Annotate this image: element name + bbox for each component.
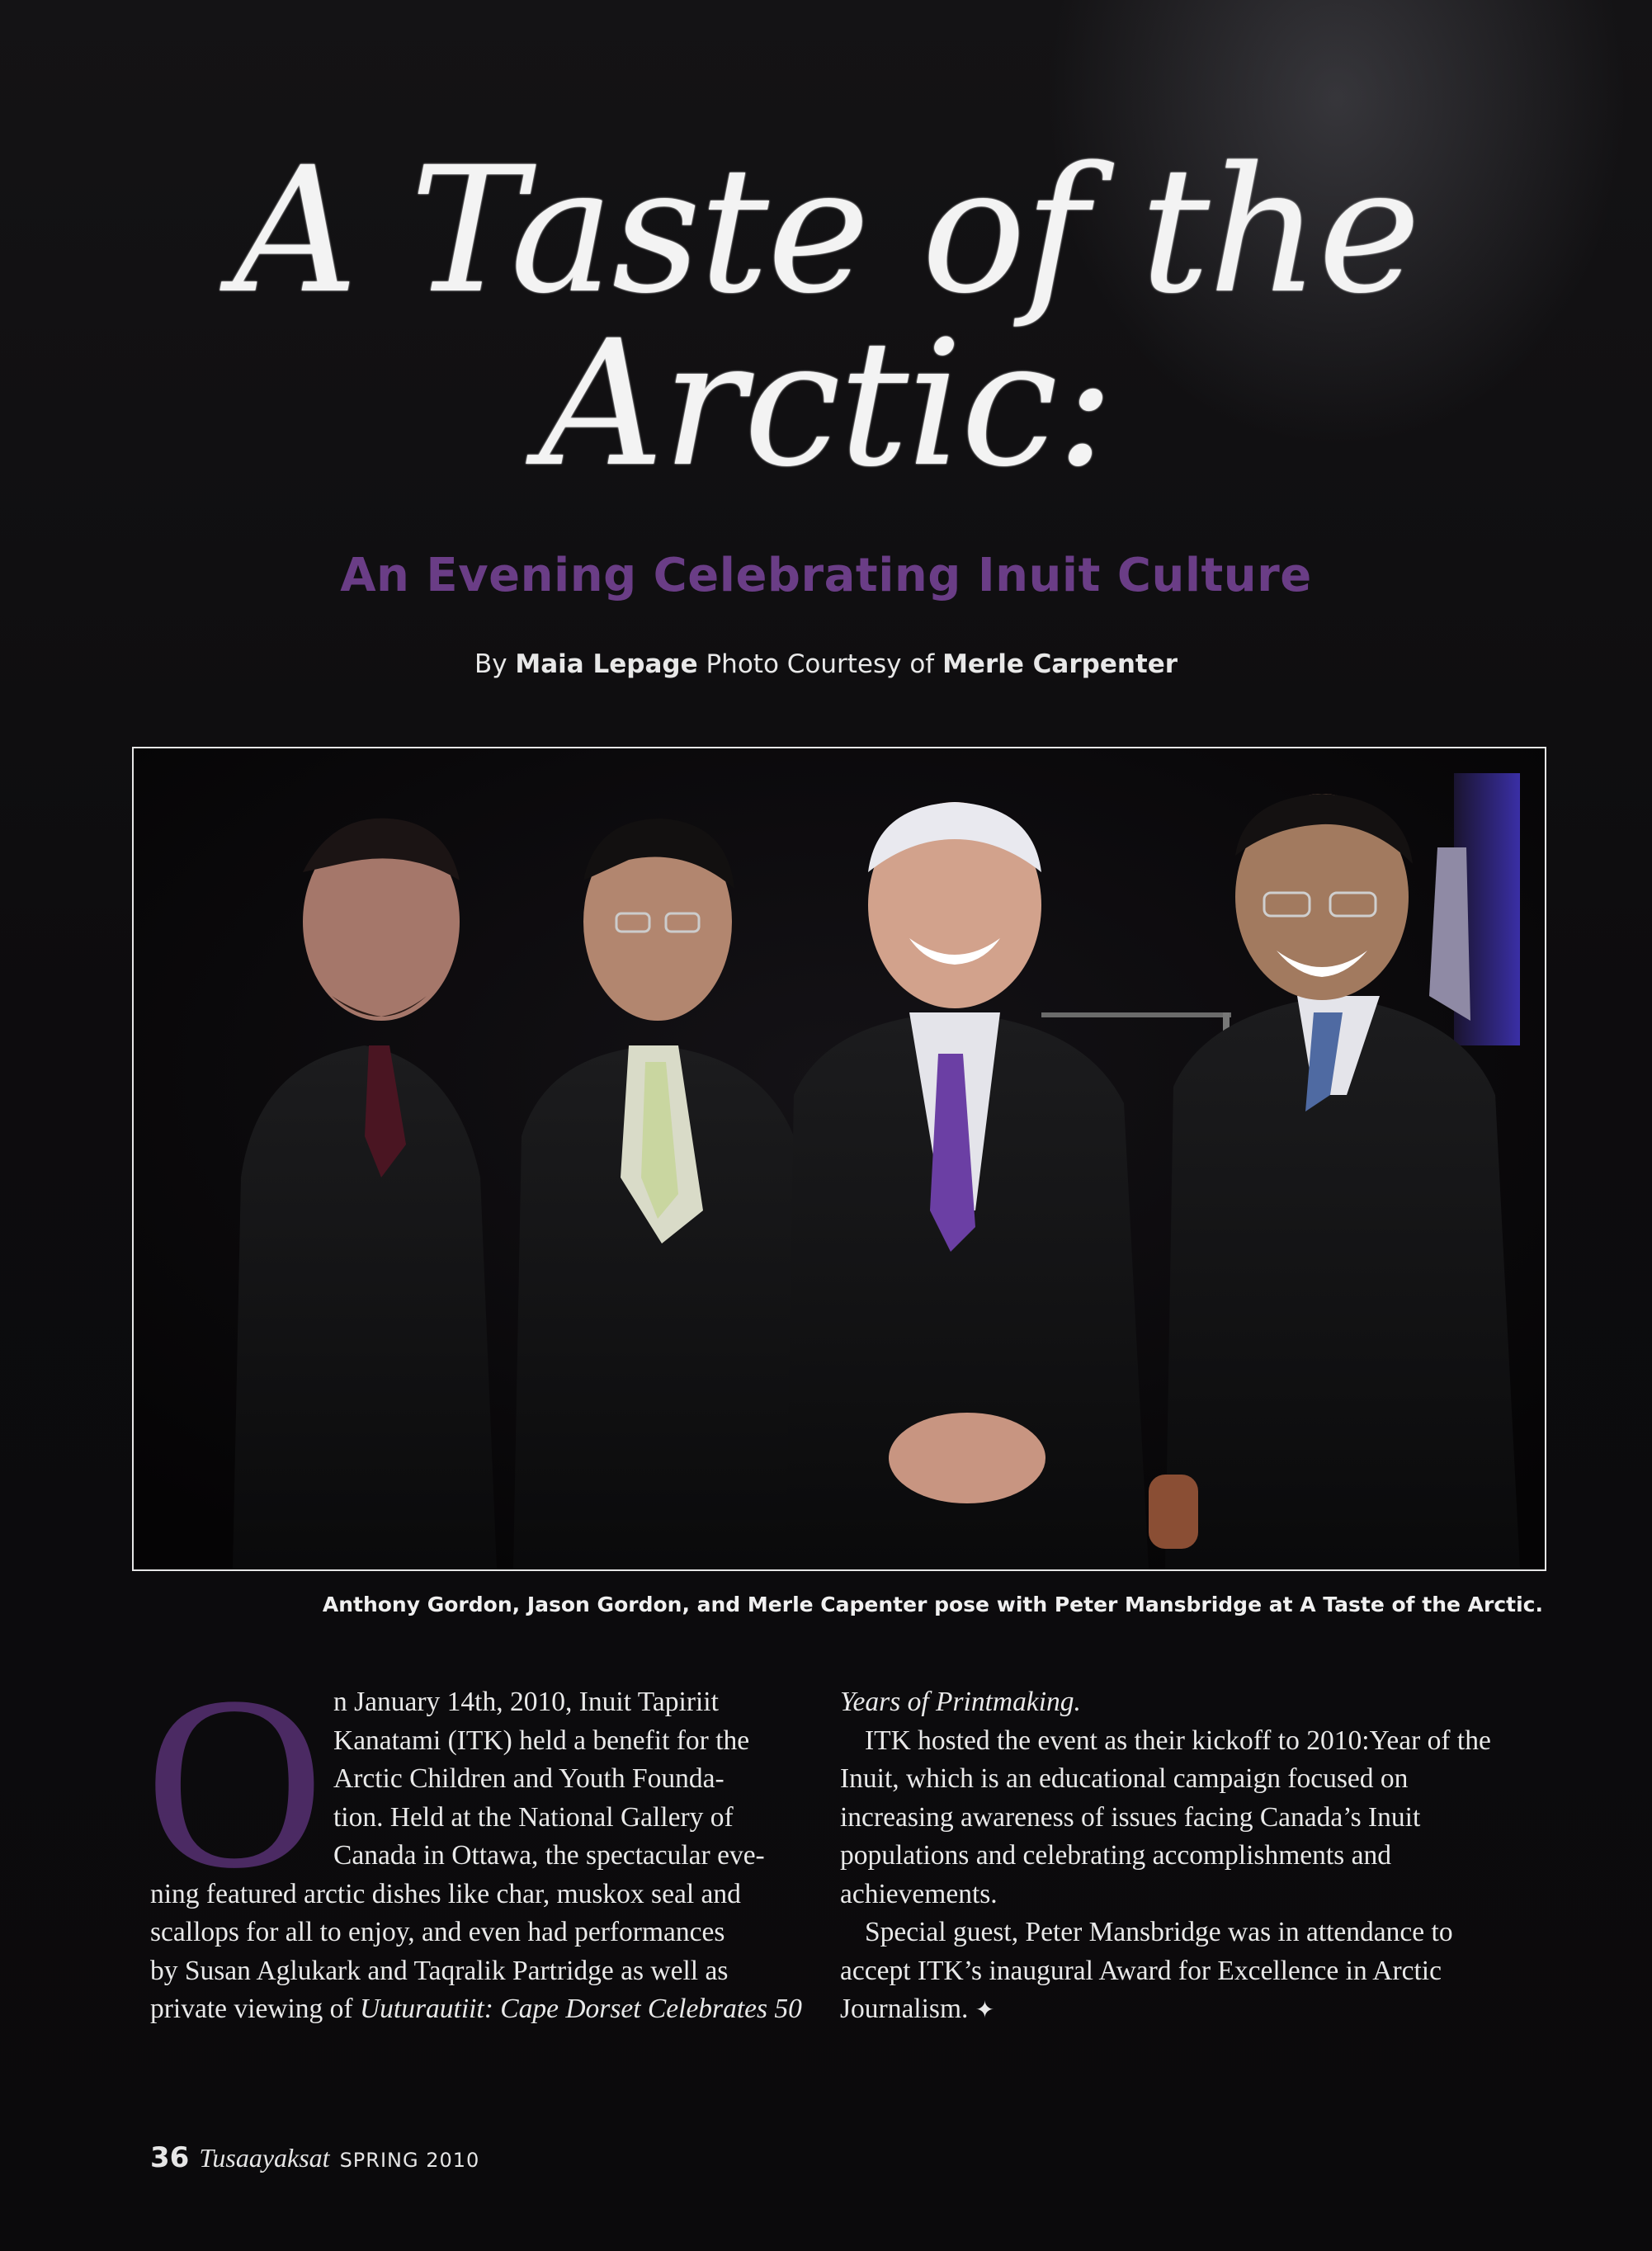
magazine-name: Tusaayaksat <box>199 2143 330 2173</box>
paragraph-special-guest-text: Special guest, Peter Mansbridge was in attendance to accept ITK’s inaugural Award for Excellence in Arctic Journalism. <box>840 1917 1453 2024</box>
left-line-6: ning featured arctic dishes like char, muskox seal and <box>150 1878 741 1909</box>
left-line-5: Canada in Ottawa, the spectacular eve- <box>333 1840 765 1871</box>
article-title-line-2: Arctic: <box>539 303 1113 505</box>
body-column-left <box>150 1683 802 2029</box>
byline-by: By <box>474 649 516 679</box>
paragraph-itk-kickoff: ITK hosted the event as their kickoff to 2010:Year of the Inuit, which is an educational campaign focused on increasing awareness of issues facing Canada’s Inuit populations and celebrating accomplishments and achievements. <box>840 1725 1491 1909</box>
byline-photographer: Merle Carpenter <box>942 649 1178 679</box>
left-line-9-prefix: private viewing of <box>150 1994 360 2024</box>
byline <box>0 649 1652 679</box>
paragraph-special-guest <box>840 1914 1525 2030</box>
left-line-7: scallops for all to enjoy, and even had performances <box>150 1917 725 1947</box>
byline-photo-credit: Photo Courtesy of <box>697 649 943 679</box>
page-number: 36 <box>150 2141 190 2174</box>
left-line-8: by Susan Aglukark and Taqralik Partridge as well as <box>150 1955 729 1986</box>
article-subtitle: An Evening Celebrating Inuit Culture <box>340 549 1312 602</box>
exhibition-title-continued: Years of Printmaking. <box>840 1687 1081 1717</box>
left-line-9 <box>150 1990 802 2029</box>
photo-caption: Anthony Gordon, Jason Gordon, and Merle Capenter pose with Peter Mansbridge at A Taste of the Arctic. <box>322 1593 1543 1616</box>
article-title-line-1: A Taste of the <box>233 130 1419 332</box>
left-line-1: n January 14th, 2010, Inuit Tapiriit <box>333 1687 719 1717</box>
end-mark-icon: ✦ <box>975 1996 995 2023</box>
exhibition-title: Uuturautiit: Cape Dorset Celebrates 50 <box>359 1994 802 2024</box>
group-portrait-illustration <box>134 748 1545 1569</box>
left-line-2: Kanatami (ITK) held a benefit for the <box>333 1725 750 1756</box>
issue-label: SPRING 2010 <box>339 2149 480 2172</box>
drop-cap-letter: O <box>145 1645 324 1919</box>
left-line-3: Arctic Children and Youth Founda- <box>333 1763 725 1794</box>
byline-author: Maia Lepage <box>515 649 698 679</box>
page-footer <box>150 2141 479 2174</box>
event-photo <box>132 747 1546 1571</box>
left-line-4: tion. Held at the National Gallery of <box>333 1801 734 1833</box>
body-column-right <box>840 1683 1525 2030</box>
